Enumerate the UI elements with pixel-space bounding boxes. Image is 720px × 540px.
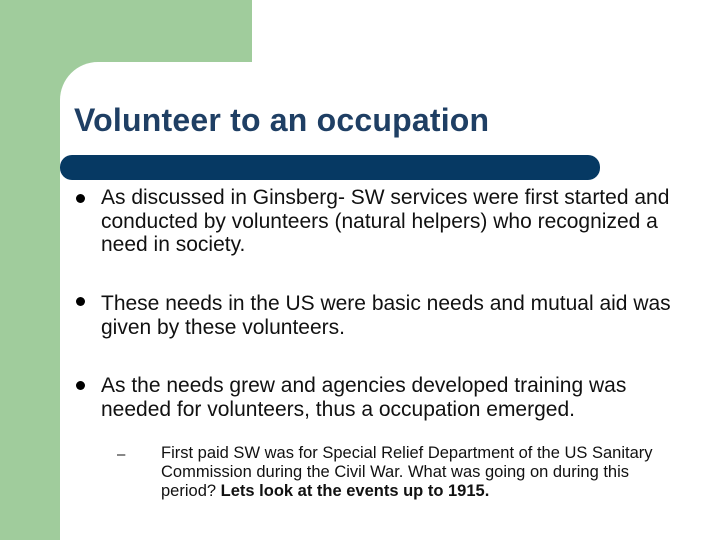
bullet-text: As the needs grew and agencies developed training was needed for volunteers, thus a occupation emerged. — [101, 374, 627, 421]
sub-bullet-bold: Lets look at the events up to 1915. — [220, 482, 490, 500]
title-divider — [60, 155, 600, 180]
bullet-text: These needs in the US were basic needs and mutual aid was given by these volunteers. — [101, 292, 671, 339]
sub-bullet-dash: – — [117, 446, 126, 463]
bullet-dot-icon — [76, 194, 85, 203]
sub-bullet-text — [161, 444, 681, 501]
bullet-dot-icon — [76, 381, 85, 390]
slide-title: Volunteer to an occupation — [74, 102, 490, 138]
bullet-dot-icon — [76, 297, 85, 306]
sub-bullet-plain: First paid SW was for Special Relief Department of the US Sanitary Commission during the Civil War. What was going on during this period? — [161, 444, 653, 500]
bullet-text: As discussed in Ginsberg- SW services were first started and conducted by volunteers (natural helpers) who recognized a need in society. — [101, 186, 670, 256]
